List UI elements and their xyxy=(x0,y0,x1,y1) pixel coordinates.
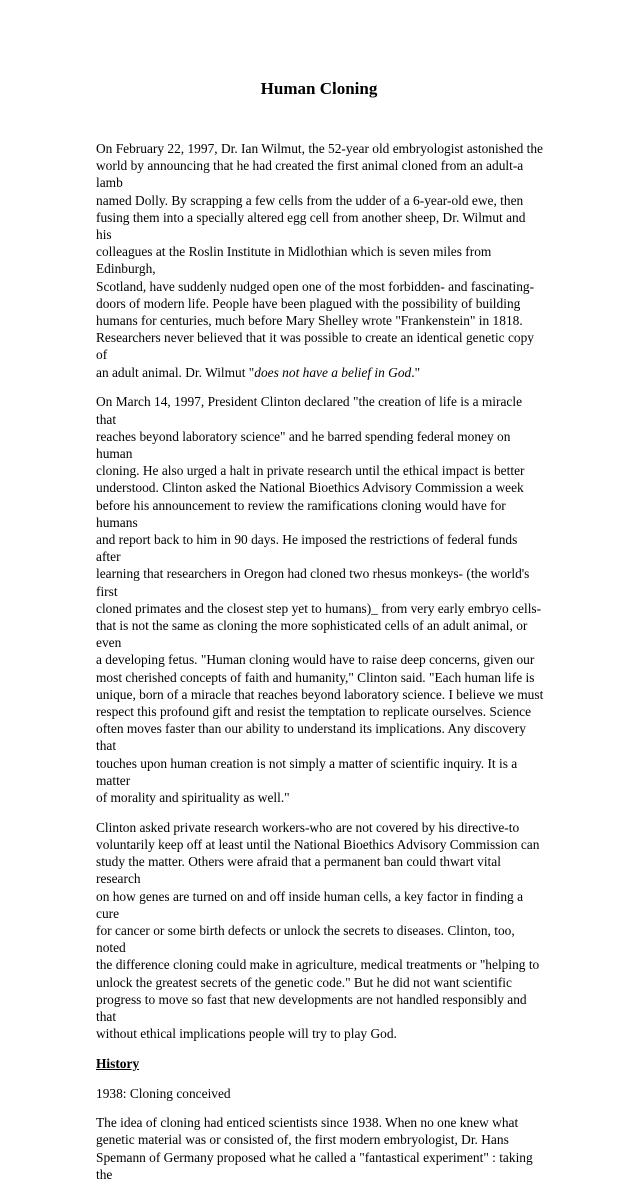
italic-quote: does not have a belief in God xyxy=(254,364,412,380)
line: cloned primates and the closest step yet to humans)_ from very early embryo cells- xyxy=(96,600,542,616)
line: Spemann of Germany proposed what he called a "fantastical experiment" : taking the xyxy=(96,1149,533,1182)
line: reaches beyond laboratory science" and he barred spending federal money on human xyxy=(96,428,511,461)
line: voluntarily keep off at least until the National Bioethics Advisory Commission can xyxy=(96,836,540,852)
paragraph-dolly xyxy=(96,140,544,381)
line: touches upon human creation is not simply a matter of scientific inquiry. It is a matter xyxy=(96,755,518,788)
line: before his announcement to review the ramifications cloning would have for humans xyxy=(96,497,506,530)
line-start: an adult animal. Dr. Wilmut " xyxy=(96,364,255,380)
line: The idea of cloning had enticed scientists since 1938. When no one knew what xyxy=(96,1115,519,1131)
paragraph-private-research xyxy=(96,819,544,1043)
line: progress to move so fast that new developments are not handled responsibly and that xyxy=(96,991,527,1024)
line: and report back to him in 90 days. He imposed the restrictions of federal funds after xyxy=(96,531,518,565)
line: Clinton asked private research workers-who are not covered by his directive-to xyxy=(96,819,520,835)
line: on how genes are turned on and off inside human cells, a key factor in finding a cure xyxy=(96,888,524,921)
line: learning that researchers in Oregon had cloned two rhesus monkeys- (the world's first xyxy=(96,566,530,599)
line: fusing them into a specially altered egg cell from another sheep, Dr. Wilmut and his xyxy=(96,209,526,243)
line-end: ." xyxy=(411,364,421,380)
line: unlock the greatest secrets of the genetic code." But he did not want scientific xyxy=(96,974,512,990)
line: often moves faster than our ability to understand its implications. Any discovery that xyxy=(96,721,526,754)
subheading-1938: 1938: Cloning conceived xyxy=(96,1085,231,1101)
line: the difference cloning could make in agriculture, medical treatments or "helping to xyxy=(96,957,540,973)
paragraph-cloning-idea xyxy=(96,1114,544,1183)
line: On February 22, 1997, Dr. Ian Wilmut, the 52-year old embryologist astonished the xyxy=(96,141,543,156)
line: colleagues at the Roslin Institute in Midlothian which is seven miles from Edinburgh, xyxy=(96,244,492,277)
line: named Dolly. By scrapping a few cells from the udder of a 6-year-old ewe, then xyxy=(96,192,524,208)
line: of morality and spirituality as well." xyxy=(96,790,290,806)
line: study the matter. Others were afraid that a permanent ban could thwart vital research xyxy=(96,854,501,887)
line: Researchers never believed that it was possible to create an identical genetic copy of xyxy=(96,330,534,363)
line: that is not the same as cloning the more sophisticated cells of an adult animal, or even xyxy=(96,617,528,651)
line: genetic material was or consisted of, the first modern embryologist, Dr. Hans xyxy=(96,1132,509,1148)
line: without ethical implications people will try to play God. xyxy=(96,1026,397,1042)
document-body xyxy=(96,140,544,1196)
line: Scotland, have suddenly nudged open one of the most forbidden- and fascinating- xyxy=(96,278,535,294)
line: humans for centuries, much before Mary Shelley wrote "Frankenstein" in 1818. xyxy=(96,313,523,329)
line: world by announcing that he had created the first animal cloned from an adult-a lamb xyxy=(96,158,524,191)
line: On March 14, 1997, President Clinton declared "the creation of life is a miracle that xyxy=(96,394,523,427)
line: for cancer or some birth defects or unlock the secrets to diseases. Clinton, too, noted xyxy=(96,922,515,956)
line: doors of modern life. People have been plagued with the possibility of building xyxy=(96,295,521,311)
section-heading-history: History xyxy=(96,1055,140,1071)
paragraph-clinton-declaration xyxy=(96,393,544,806)
line: unique, born of a miracle that reaches beyond laboratory science. I believe we must xyxy=(96,686,544,702)
line: most cherished concepts of faith and humanity," Clinton said. "Each human life is xyxy=(96,669,535,685)
line: respect this profound gift and resist the temptation to replicate ourselves. Science xyxy=(96,704,532,719)
line: a developing fetus. "Human cloning would have to raise deep concerns, given our xyxy=(96,652,535,668)
line: cloning. He also urged a halt in private research until the ethical impact is better xyxy=(96,463,525,479)
line: understood. Clinton asked the National Bioethics Advisory Commission a week xyxy=(96,480,524,496)
document-title: Human Cloning xyxy=(260,79,378,98)
